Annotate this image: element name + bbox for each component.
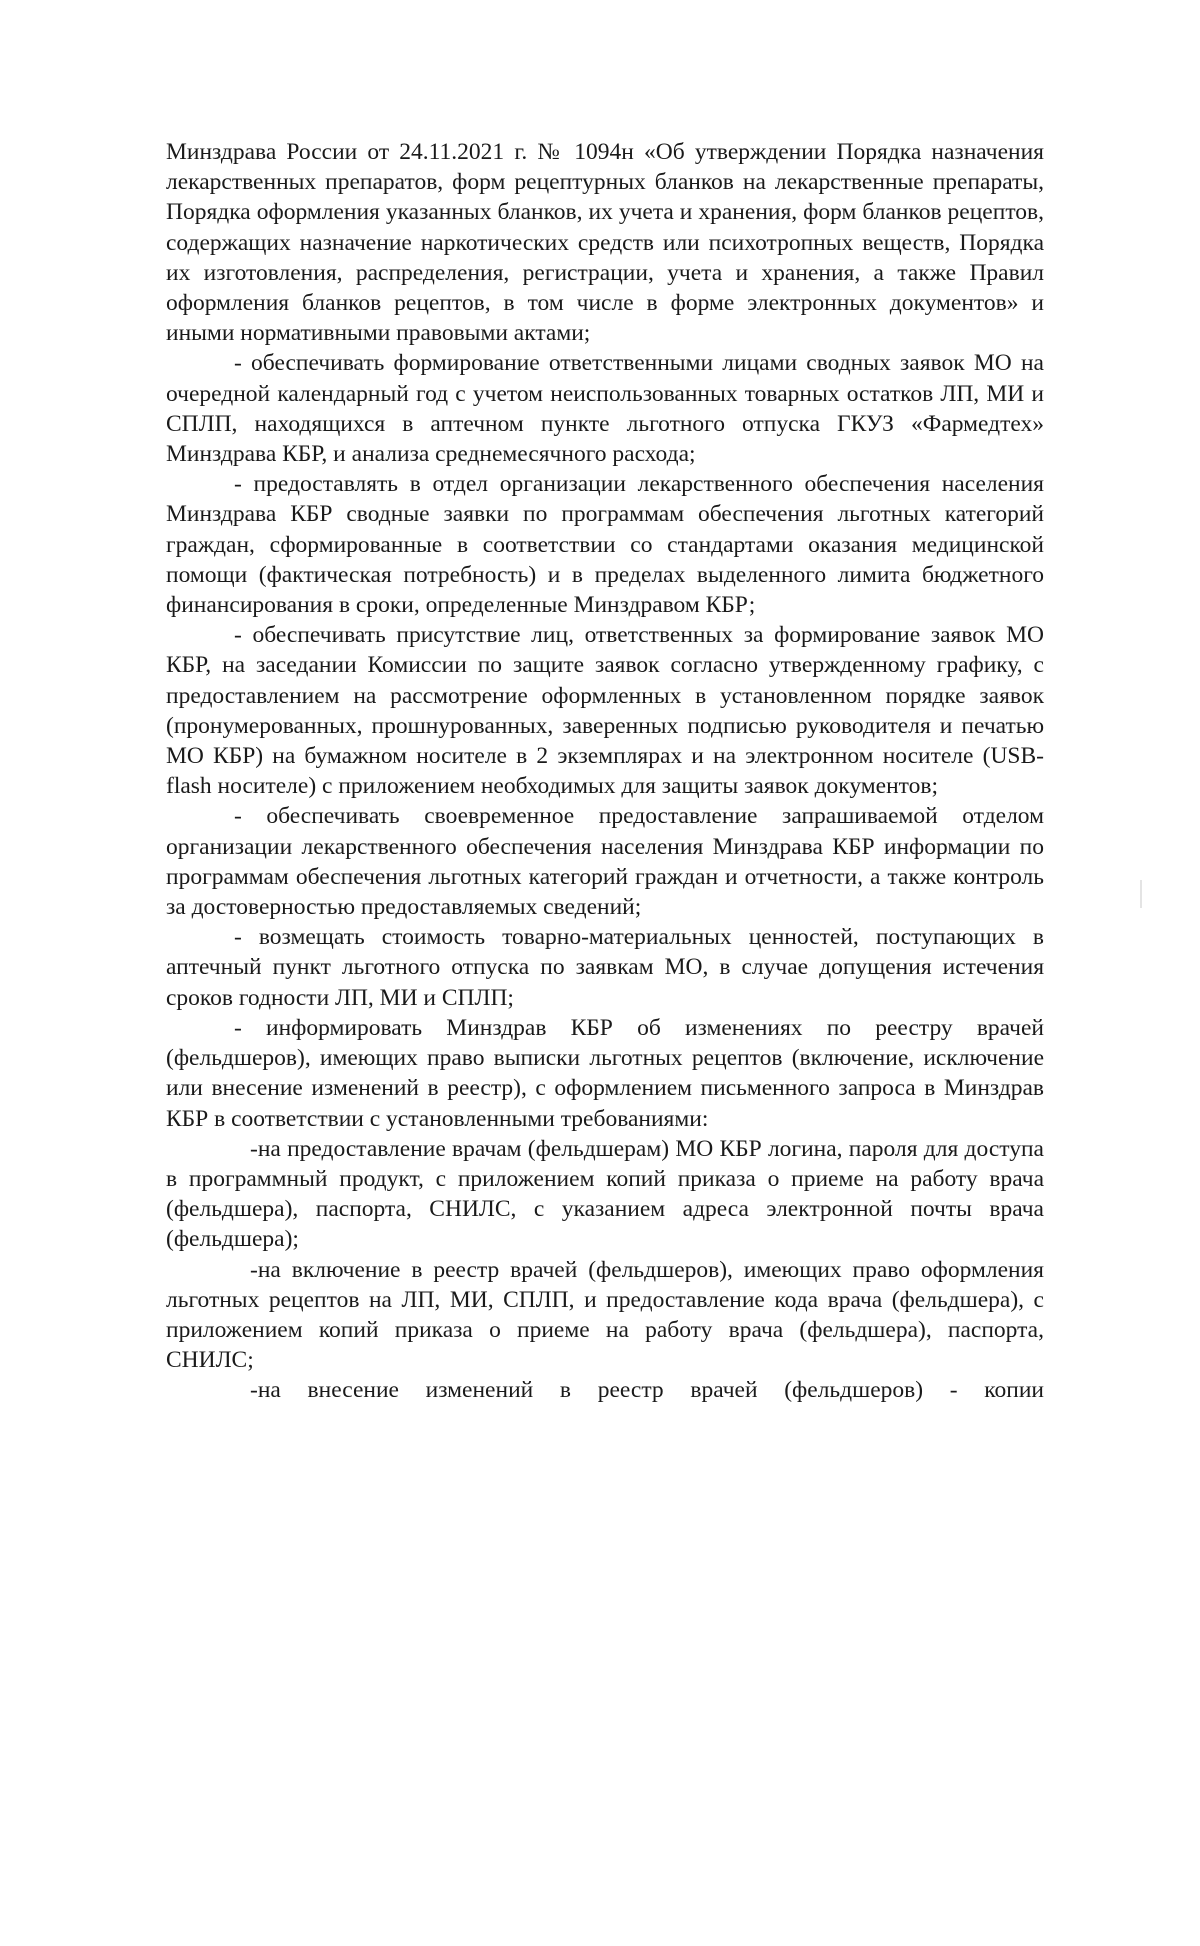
document-body	[166, 137, 1044, 1406]
paragraph-commission-attendance: - обеспечивать присутствие лиц, ответственных за формирование заявок МО КБР, на заседании Комиссии по защите заявок согласно утвержденному графику, с предоставлением на рассмотрение оформленных в установленном порядке заявок (пронумерованных, прошнурованных, заверенных подписью руководителя и печатью МО КБР) на бумажном носителе в 2 экземплярах и на электронном носителе (USB- flash носителе) с приложением необходимых для защиты заявок документов;	[166, 622, 1044, 800]
paragraph-registry-changes: -на внесение изменений в реестр врачей (фельдшеров) - копии	[250, 1377, 1044, 1404]
paragraph-doctor-registry: - информировать Минздрав КБР об изменениях по реестру врачей (фельдшеров), имеющих право выписки льготных рецептов (включение, исключение или внесение изменений в реестр), с оформлением письменного запроса в Минздрав КБР в соответствии с установленными требованиями:	[166, 1014, 1044, 1132]
paragraph-cost-reimbursement: - возмещать стоимость товарно-материальных ценностей, поступающих в аптечный пункт льготного отпуска по заявкам МО, в случае допущения истечения сроков годности ЛП, МИ и СПЛП;	[166, 924, 1044, 1011]
paragraph-submit-requests: - предоставлять в отдел организации лекарственного обеспечения населения Минздрава КБР сводные заявки по программам обеспечения льготных категорий граждан, сформированные в соответствии со стандартами оказания медицинской помощи (фактическая потребность) и в пределах выделенного лимита бюджетного финансирования в сроки, определенные Минздравом КБР;	[166, 471, 1044, 619]
paragraph-order-reference: Минздрава России от 24.11.2021 г. № 1094н «Об утверждении Порядка назначения лекарственных препаратов, форм рецептурных бланков на лекарственные препараты, Порядка оформления указанных бланков, их учета и хранения, форм бланков рецептов, содержащих назначение наркотических средств или психотропных веществ, Порядка их изготовления, распределения, регистрации, учета и хранения, а также Правил оформления бланков рецептов, в том числе в форме электронных документов» и иными нормативными правовыми актами;	[166, 139, 1044, 347]
paragraph-consolidated-requests: - обеспечивать формирование ответственными лицами сводных заявок МО на очередной календарный год с учетом неиспользованных товарных остатков ЛП, МИ и СПЛП, находящихся в аптечном пункте льготного отпуска ГКУЗ «Фармедтех» Минздрава КБР, и анализа среднемесячного расхода;	[166, 350, 1044, 468]
scan-artifact	[1140, 880, 1142, 908]
paragraph-login-password: -на предоставление врачам (фельдшерам) МО КБР логина, пароля для доступа в программный продукт, с приложением копий приказа о приеме на работу врача (фельдшера), паспорта, СНИЛС, с указанием адреса электронной почты врача (фельдшера);	[166, 1135, 1044, 1253]
paragraph-registry-inclusion: -на включение в реестр врачей (фельдшеров), имеющих право оформления льготных рецептов на ЛП, МИ, СПЛП, и предоставление кода врача (фельдшера), с приложением копий приказа о приеме на работу врача (фельдшера), паспорта, СНИЛС;	[166, 1256, 1044, 1374]
paragraph-information-provision: - обеспечивать своевременное предоставление запрашиваемой отделом организации лекарственного обеспечения населения Минздрава КБР информации по программам обеспечения льготных категорий граждан и отчетности, а также контроль за достоверностью предоставляемых сведений;	[166, 803, 1044, 921]
